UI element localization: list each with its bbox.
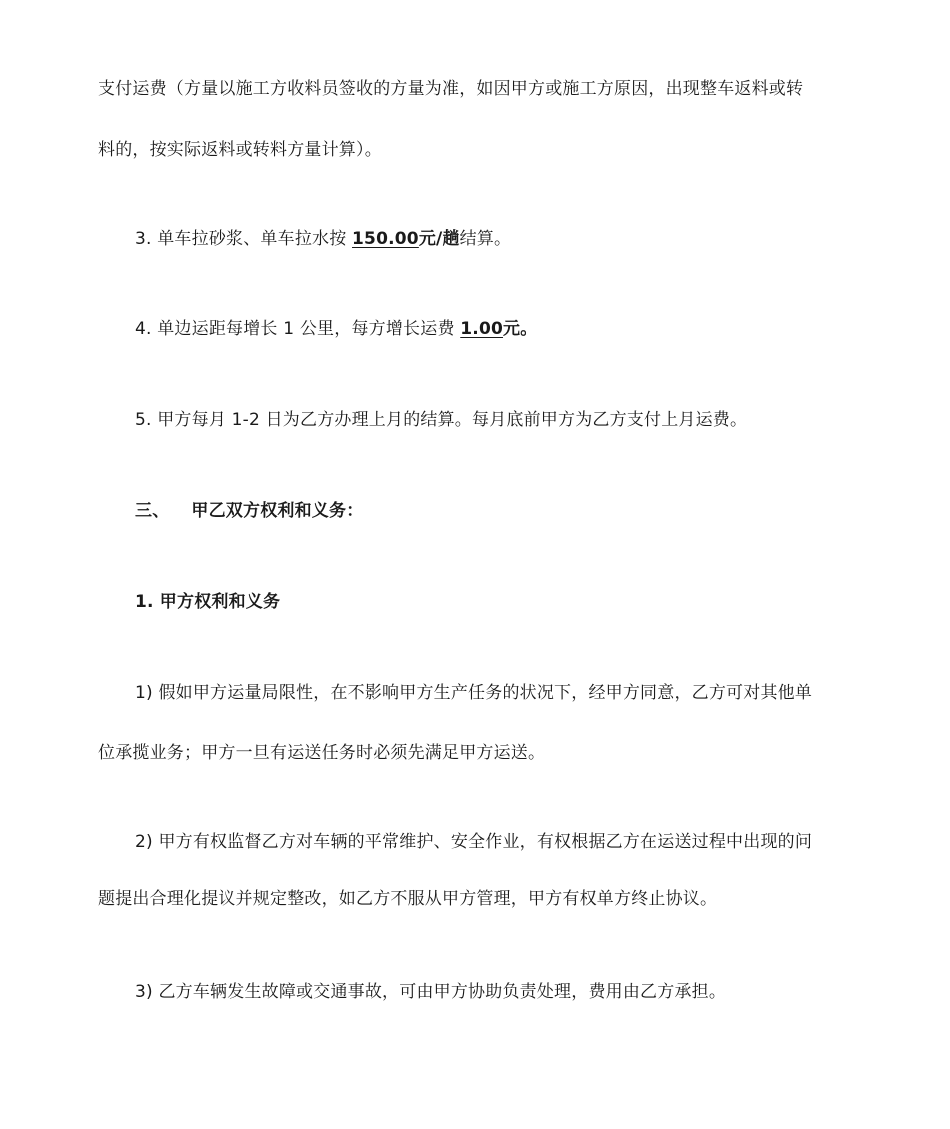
clause-1-text-1: 1) 假如甲方运量局限性，在不影响甲方生产任务的状况下，经甲方同意，乙方可对其他单 [135, 683, 813, 703]
subsection-1-title: 1. 甲方权利和义务 [135, 592, 281, 612]
clause-3-line-1 [135, 981, 915, 1003]
item-4-amount: 1.00 [460, 319, 504, 339]
clause-1-text-2: 位承揽业务；甲方一旦有运送任务时必须先满足甲方运送。 [98, 743, 546, 763]
item-5 [135, 409, 915, 431]
item-3-unit: 元/趟 [418, 229, 460, 249]
clause-1-line-2 [98, 742, 878, 764]
intro-text-1: 支付运费（方量以施工方收料员签收的方量为准，如因甲方或施工方原因，出现整车返料或转 [98, 79, 804, 99]
item-4-unit: 元。 [503, 319, 538, 339]
clause-2-line-2 [98, 888, 878, 910]
item-3 [135, 228, 915, 250]
section-3-title: 甲乙双方权利和义务： [191, 501, 364, 521]
subsection-1-heading [135, 591, 915, 613]
section-3-number: 三、 [135, 501, 170, 521]
item-5-text: 5. 甲方每月 1-2 日为乙方办理上月的结算。每月底前甲方为乙方支付上月运费。 [135, 410, 748, 430]
clause-2-line-1 [135, 831, 915, 853]
item-3-prefix: 3. 单车拉砂浆、单车拉水按 [135, 229, 353, 249]
item-3-suffix: 结算。 [459, 229, 512, 249]
clause-3-text-1: 3) 乙方车辆发生故障或交通事故，可由甲方协助负责处理，费用由乙方承担。 [135, 982, 727, 1002]
section-3-heading [135, 500, 915, 522]
item-4 [135, 318, 915, 340]
item-4-prefix: 4. 单边运距每增长 1 公里，每方增长运费 [135, 319, 461, 339]
clause-1-line-1 [135, 682, 915, 704]
clause-2-text-1: 2) 甲方有权监督乙方对车辆的平常维护、安全作业，有权根据乙方在运送过程中出现的问 [135, 832, 813, 852]
intro-paragraph-line-1 [98, 78, 878, 100]
intro-text-2: 料的，按实际返料或转料方量计算）。 [98, 140, 382, 160]
item-3-amount: 150.00 [352, 229, 419, 249]
intro-paragraph-line-2 [98, 139, 878, 161]
clause-2-text-2: 题提出合理化提议并规定整改，如乙方不服从甲方管理，甲方有权单方终止协议。 [98, 889, 718, 909]
